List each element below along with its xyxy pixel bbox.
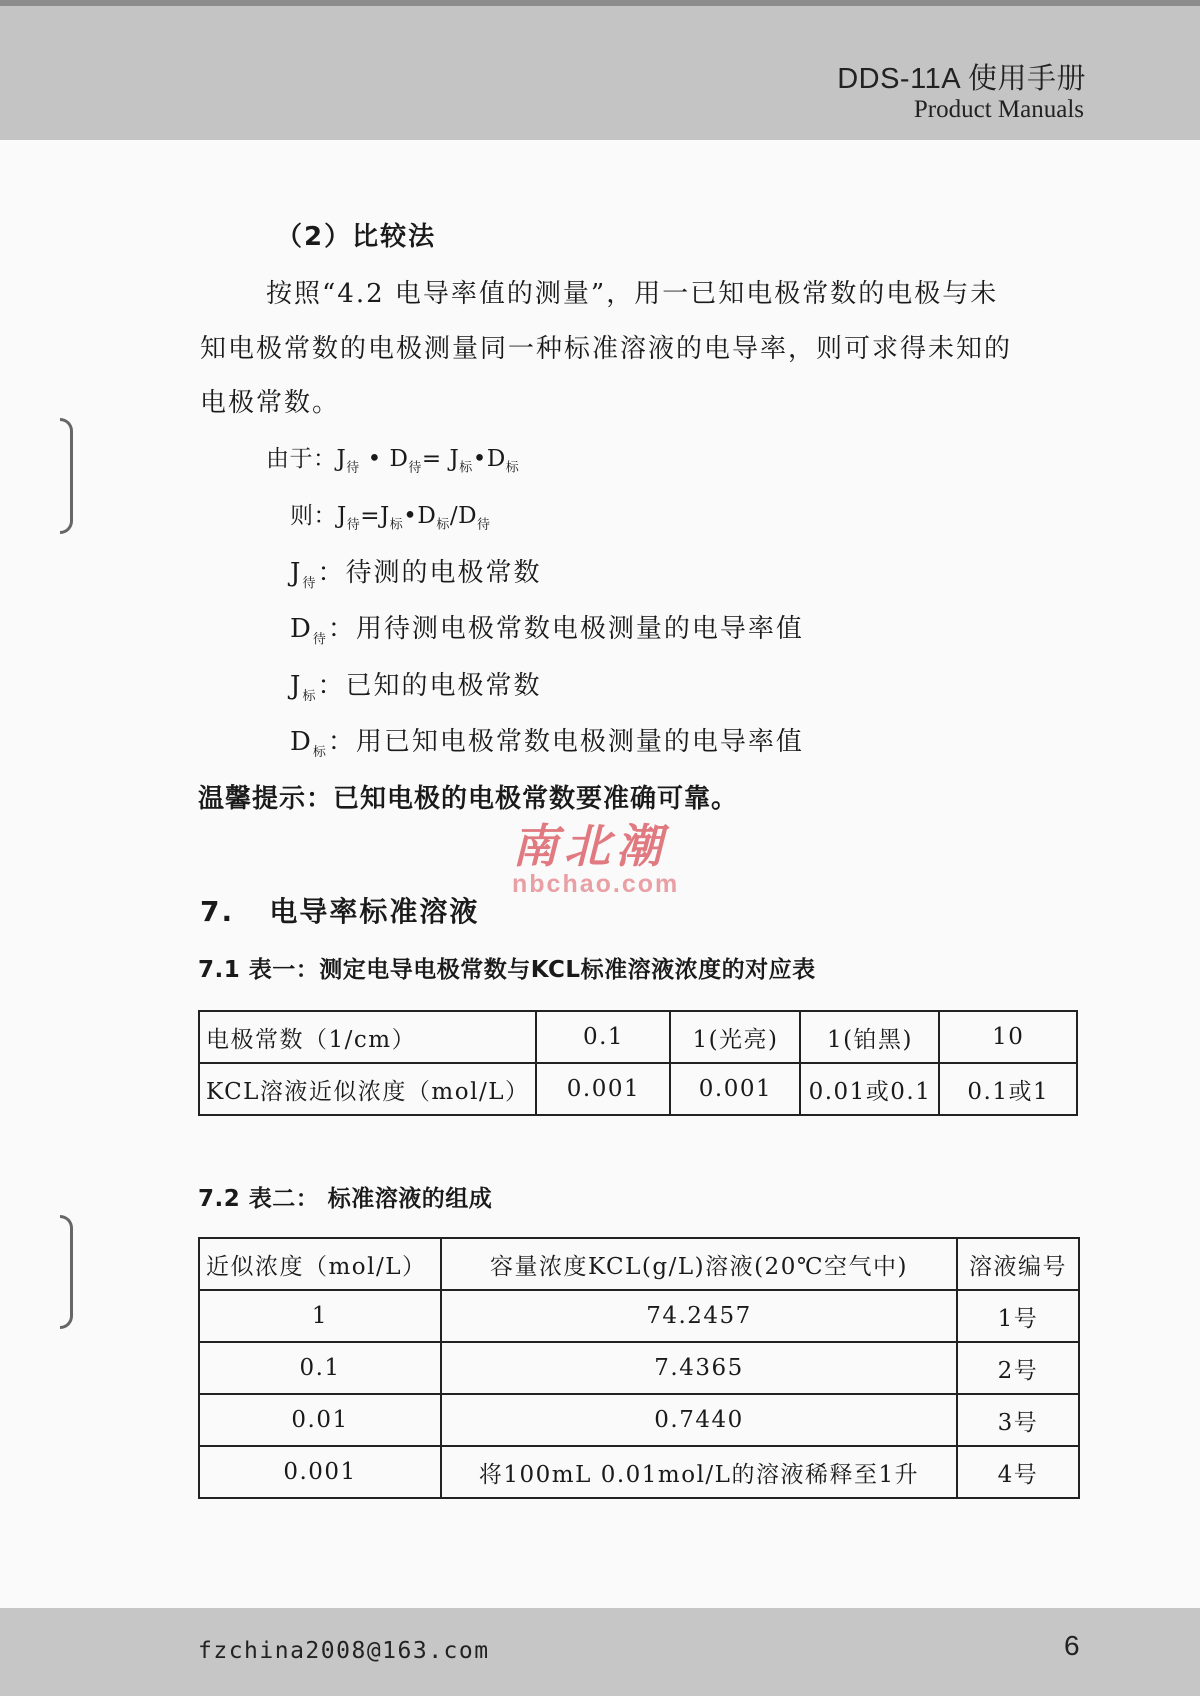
- table-cell: KCL溶液近似浓度（mol/L）: [199, 1063, 536, 1115]
- table-cell: 电极常数（1/cm）: [199, 1011, 536, 1063]
- footer-band: [0, 1608, 1200, 1696]
- warm-tip: 温馨提示：已知电极的电极常数要准确可靠。: [198, 784, 739, 814]
- paragraph-line-2: 知电极常数的电极测量同一种标准溶液的电导率，则可求得未知的: [200, 334, 1013, 364]
- table-cell: 0.1: [536, 1011, 670, 1063]
- table-cell: 0.1或1: [939, 1063, 1077, 1115]
- table-cell: 1号: [957, 1290, 1079, 1342]
- footer-email: fzchina2008@163.com: [198, 1638, 490, 1664]
- paragraph-line-1: 按照“4.2 电导率值的测量”，用一已知电极常数的电极与未: [266, 279, 999, 309]
- table1-title: 7.1 表一：测定电导电极常数与KCL标准溶液浓度的对应表: [198, 957, 816, 983]
- table-cell: 将100mL 0.01mol/L的溶液稀释至1升: [441, 1446, 957, 1498]
- table-cell: 0.01或0.1: [800, 1063, 939, 1115]
- table-cell: 0.001: [670, 1063, 800, 1115]
- manual-subtitle: Product Manuals: [913, 96, 1084, 123]
- watermark-cn: 南北潮: [512, 819, 668, 873]
- definition-d-standard: $D_标$：用已知电极常数电极测量的电导率值: [290, 727, 804, 761]
- table-header-cell: 近似浓度（mol/L）: [199, 1238, 441, 1290]
- formula-result: 则：$J_待=J_标•D_标/D_待$: [290, 503, 491, 533]
- section-7-heading: 7. 电导率标准溶液: [200, 895, 480, 928]
- table-cell: 3号: [957, 1394, 1079, 1446]
- binding-staple-top: [60, 418, 73, 534]
- table-row: [199, 1394, 1079, 1446]
- table-cell: 1(铂黑): [800, 1011, 939, 1063]
- definition-j-standard: $J_标$：已知的电极常数: [290, 671, 542, 705]
- table-header-cell: 容量浓度KCL(g/L)溶液(20℃空气中): [441, 1238, 957, 1290]
- table-cell: 0.01: [199, 1394, 441, 1446]
- definition-d-test: $D_待$：用待测电极常数电极测量的电导率值: [290, 614, 804, 648]
- table-cell: 1: [199, 1290, 441, 1342]
- table-cell: 0.1: [199, 1342, 441, 1394]
- binding-staple-bottom: [60, 1215, 73, 1329]
- table-cell: 0.001: [199, 1446, 441, 1498]
- table-cell: 0.7440: [441, 1394, 957, 1446]
- watermark-logo: [512, 810, 679, 899]
- manual-title: DDS-11A 使用手册: [837, 63, 1086, 95]
- table-row: [199, 1446, 1079, 1498]
- table-row: [199, 1011, 1077, 1063]
- paragraph-line-3: 电极常数。: [200, 388, 341, 418]
- table-cell: 74.2457: [441, 1290, 957, 1342]
- table2-title: 7.2 表二： 标准溶液的组成: [198, 1186, 493, 1212]
- table-row: [199, 1063, 1077, 1115]
- table-cell: 2号: [957, 1342, 1079, 1394]
- page-number: 6: [1064, 1630, 1080, 1661]
- standard-solution-table: [198, 1237, 1080, 1499]
- table-cell: 7.4365: [441, 1342, 957, 1394]
- table-cell: 4号: [957, 1446, 1079, 1498]
- table-cell: 1(光亮): [670, 1011, 800, 1063]
- table-row: [199, 1290, 1079, 1342]
- table-row: [199, 1342, 1079, 1394]
- formula-given: 由于：$J_待$ • $D_待=$ $J_标•D_标$: [266, 446, 520, 476]
- definition-j-test: $J_待$：待测的电极常数: [290, 558, 542, 592]
- table-cell: 0.001: [536, 1063, 670, 1115]
- table-header-cell: 溶液编号: [957, 1238, 1079, 1290]
- table-cell: 10: [939, 1011, 1077, 1063]
- comparison-method-heading: （2）比较法: [276, 222, 437, 252]
- electrode-constant-table: [198, 1010, 1078, 1116]
- table-header-row: [199, 1238, 1079, 1290]
- watermark-url: nbchao.com: [512, 870, 680, 898]
